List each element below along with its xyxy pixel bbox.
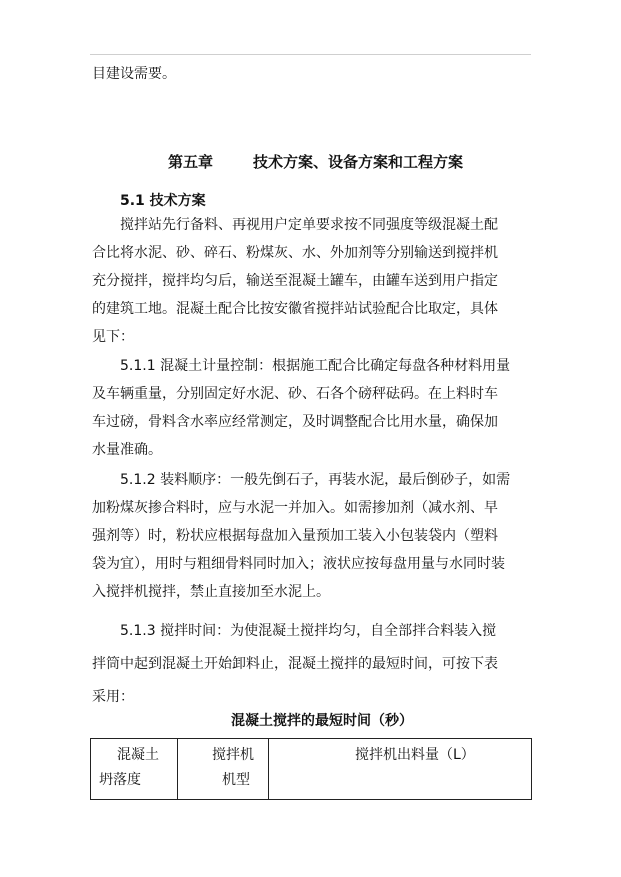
paragraph-line: 车过磅，骨料含水率应经常测定，及时调整配合比用水量，确保加: [92, 414, 498, 430]
paragraph-line: 5.1.1 混凝土计量控制：根据施工配合比确定每盘各种材料用量: [120, 358, 511, 374]
header-cell-text: 机型: [222, 772, 250, 788]
header-cell-mixer-type: [178, 739, 269, 800]
paragraph-line: 5.1.2 装料顺序：一般先倒石子，再装水泥，最后倒砂子，如需: [120, 472, 511, 488]
header-rule: [90, 54, 531, 55]
paragraph-line: 加粉煤灰掺合料时，应与水泥一并加入。如需掺加剂（减水剂、早: [92, 500, 498, 516]
header-cell-slump: [91, 739, 178, 800]
paragraph-line: 及车辆重量，分别固定好水泥、砂、石各个磅秤砝码。在上料时车: [92, 386, 498, 402]
chapter-heading: [168, 151, 463, 172]
table-header-row: [91, 739, 532, 800]
header-cell-output: [269, 739, 532, 800]
paragraph-line: 水量准确。: [92, 442, 162, 458]
paragraph-line: 袋为宜），用时与粗细骨料同时加入；液状应按每盘用量与水同时装: [92, 556, 505, 572]
chapter-title: 技术方案、设备方案和工程方案: [253, 153, 464, 171]
paragraph-line: 见下：: [92, 329, 134, 345]
paragraph-line: 5.1.3 搅拌时间：为使混凝土搅拌均匀，自全部拌合料装入搅: [120, 623, 497, 639]
continuation-text: 目建设需要。: [92, 66, 176, 82]
paragraph-line: 充分搅拌，搅拌均匀后，输送至混凝土罐车，由罐车送到用户指定: [92, 273, 498, 289]
section-heading: 5.1 技术方案: [120, 193, 206, 209]
mixing-time-table: [90, 738, 532, 800]
header-cell-text: 搅拌机出料量（L）: [355, 747, 475, 763]
paragraph-line: 搅拌站先行备料、再视用户定单要求按不同强度等级混凝土配: [120, 217, 498, 233]
header-cell-text: 混凝土: [117, 747, 159, 763]
table-caption: 混凝土搅拌的最短时间（秒）: [231, 713, 413, 729]
paragraph-line: 的建筑工地。混凝土配合比按安徽省搅拌站试验配合比取定，具体: [92, 301, 498, 317]
paragraph-line: 入搅拌机搅拌，禁止直接加至水泥上。: [92, 584, 330, 600]
header-cell-text: 搅拌机: [212, 747, 254, 763]
header-cell-text: 坍落度: [99, 772, 141, 788]
paragraph-line: 合比将水泥、砂、碎石、粉煤灰、水、外加剂等分别输送到搅拌机: [92, 245, 498, 261]
paragraph-line: 拌筒中起到混凝土开始卸料止，混凝土搅拌的最短时间，可按下表: [92, 656, 498, 672]
paragraph-line: 强剂等）时，粉状应根据每盘加入量预加工装入小包装袋内（塑料: [92, 528, 498, 544]
chapter-number: 第五章: [168, 153, 214, 171]
paragraph-line: 采用：: [92, 689, 134, 705]
